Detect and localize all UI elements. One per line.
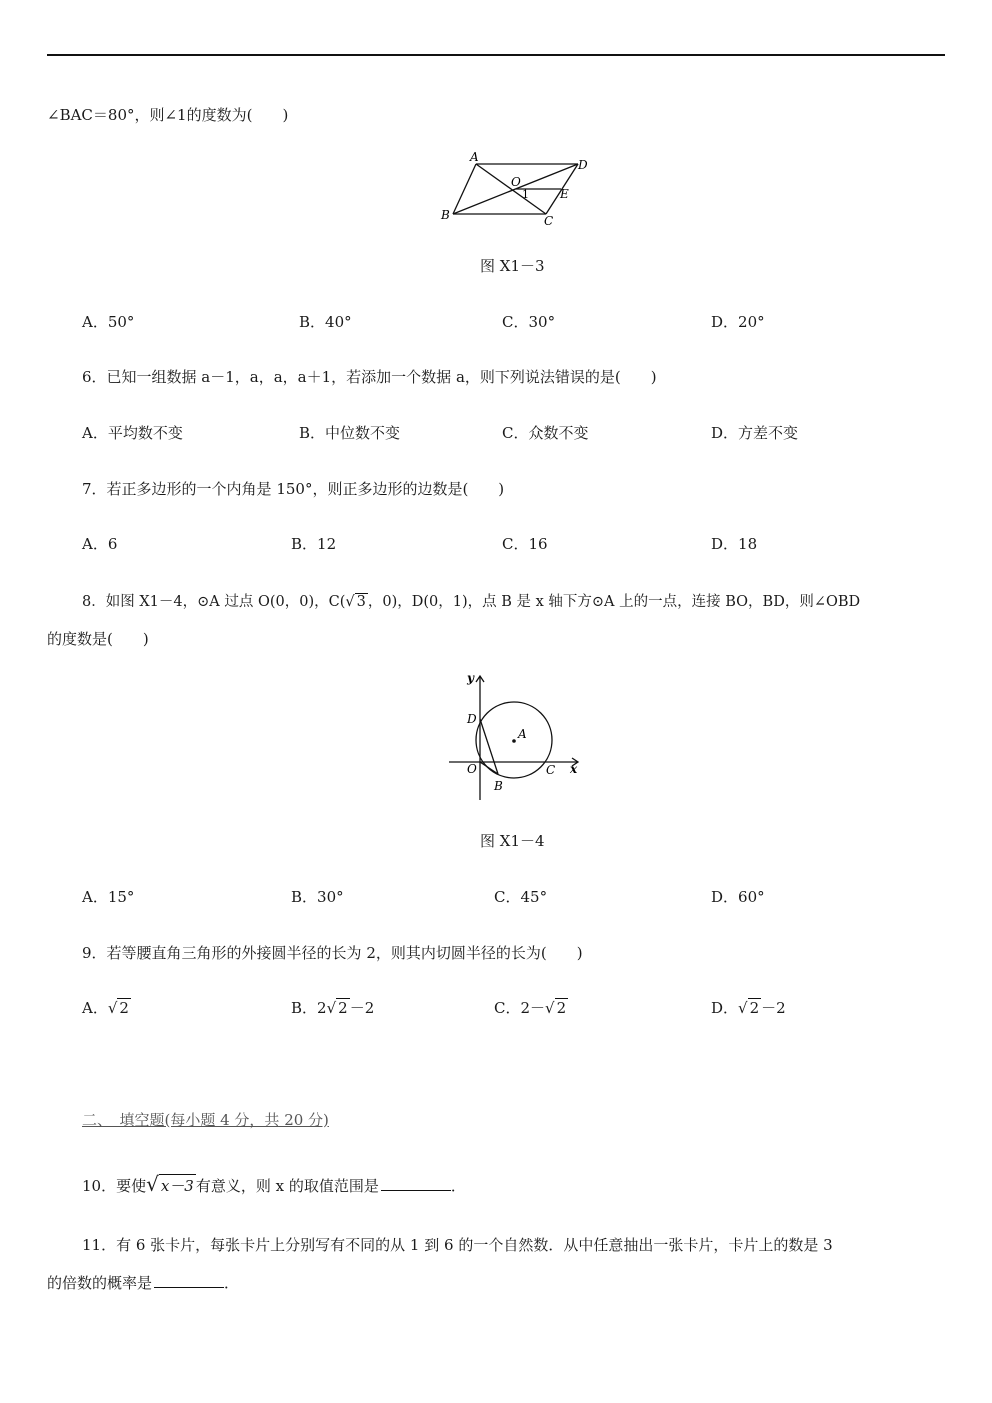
fig2-label-y: y <box>467 671 474 685</box>
q9-c-radicand: 2 <box>556 999 567 1017</box>
question-8-line-1 <box>82 590 860 611</box>
q8-option-c: C．45° <box>494 888 548 906</box>
fig2-label-c: C <box>546 763 556 777</box>
q5-option-a: A．50° <box>82 313 135 331</box>
q9-option-c <box>494 997 568 1018</box>
q6-option-c: C．众数不变 <box>502 424 589 442</box>
question-11-line-2 <box>47 1272 239 1293</box>
q7-option-a: A．6 <box>82 535 118 553</box>
question-11-line-1: 11．有 6 张卡片，每张卡片上分别写有不同的从 1 到 6 的一个自然数．从中任意抽出一张卡片，卡片上的数是 3 <box>82 1236 833 1254</box>
q6-option-d: D．方差不变 <box>711 424 799 442</box>
fig2-label-b: B <box>494 779 503 793</box>
question-8-line-2: 的度数是( ) <box>47 630 149 648</box>
fig1-label-d: D <box>578 158 588 172</box>
q8-option-a: A．15° <box>82 888 135 906</box>
q10-end: ． <box>450 1177 466 1195</box>
fig1-label-a: A <box>470 150 479 164</box>
question-7: 7．若正多边形的一个内角是 150°，则正多边形的边数是( ) <box>82 480 505 498</box>
q5-option-b: B．40° <box>299 313 352 331</box>
q9-b-suffix: －2 <box>349 999 375 1017</box>
fig2-center-point <box>512 739 516 743</box>
q11-line2-text: 的倍数的概率是 <box>47 1274 153 1292</box>
figure-x1-4-caption: 图 X1－4 <box>480 832 545 850</box>
q5-option-c: C．30° <box>502 313 556 331</box>
figure-x1-4 <box>446 670 586 805</box>
q8-text-a: 8．如图 X1－4，⊙A 过点 O(0，0)，C( <box>82 594 346 610</box>
q6-option-a: A．平均数不变 <box>82 424 183 442</box>
q8-sqrt-radicand: 3 <box>356 594 366 610</box>
fig2-label-o: O <box>467 762 477 776</box>
figure-x1-3 <box>436 148 596 230</box>
fig1-label-e: E <box>560 187 569 201</box>
question-10 <box>82 1172 466 1196</box>
fig2-label-x: x <box>570 762 578 776</box>
q10-answer-blank[interactable] <box>381 1176 451 1191</box>
q7-option-b: B．12 <box>291 535 337 553</box>
q10-suffix: 有意义，则 x 的取值范围是 <box>195 1177 379 1195</box>
q8-text-b: ，0)，D(0，1)，点 B 是 x 轴下方⊙A 上的一点，连接 BO，BD，则∠OBD <box>367 594 861 610</box>
q9-c-prefix: C．2－ <box>494 999 546 1017</box>
q7-option-c: C．16 <box>502 535 548 553</box>
q10-prefix: 10．要使 <box>82 1177 147 1195</box>
q9-d-suffix: －2 <box>761 999 786 1017</box>
fig1-label-c: C <box>544 214 554 228</box>
q8-option-d: D．60° <box>711 888 765 906</box>
figure-x1-3-caption: 图 X1－3 <box>480 257 545 275</box>
fig1-label-b: B <box>441 208 450 222</box>
q11-answer-blank[interactable] <box>154 1273 224 1288</box>
q7-option-d: D．18 <box>711 535 758 553</box>
q10-radicand: x－3 <box>159 1174 196 1196</box>
q9-b-prefix: B．2 <box>291 999 327 1017</box>
q9-a-prefix: A． <box>82 999 108 1017</box>
section-2-heading: 二、 填空题(每小题 4 分，共 20 分) <box>82 1111 329 1129</box>
q6-option-b: B．中位数不变 <box>299 424 401 442</box>
question-6: 6．已知一组数据 a－1，a，a，a＋1，若添加一个数据 a，则下列说法错误的是( ) <box>82 368 657 386</box>
q5-option-d: D．20° <box>711 313 765 331</box>
q8-sqrt-sign: √ <box>345 594 355 610</box>
q9-b-sqrt-sign: √ <box>326 999 337 1017</box>
q11-end: ． <box>224 1274 240 1292</box>
question-9: 9．若等腰直角三角形的外接圆半径的长为 2，则其内切圆半径的长为( ) <box>82 944 583 962</box>
q9-a-radicand: 2 <box>119 999 129 1017</box>
fig1-label-1: 1 <box>522 188 529 201</box>
fig2-label-a: A <box>518 727 527 741</box>
q9-option-b <box>291 997 374 1018</box>
q9-option-a <box>82 997 131 1018</box>
q9-d-radicand: 2 <box>749 999 760 1017</box>
question-5-tail: ∠BAC＝80°，则∠1的度数为( ) <box>47 106 289 124</box>
fig2-label-d: D <box>467 712 477 726</box>
q9-c-sqrt-sign: √ <box>545 999 555 1017</box>
q9-d-sqrt-sign: √ <box>738 999 748 1017</box>
header-rule <box>47 54 945 56</box>
q9-d-prefix: D． <box>711 999 739 1017</box>
q9-a-sqrt-sign: √ <box>107 999 118 1017</box>
q8-option-b: B．30° <box>291 888 344 906</box>
fig1-label-o: O <box>511 175 521 189</box>
q10-sqrt-sign: √ <box>146 1172 159 1196</box>
q9-option-d <box>711 997 786 1018</box>
q9-b-radicand: 2 <box>338 999 348 1017</box>
